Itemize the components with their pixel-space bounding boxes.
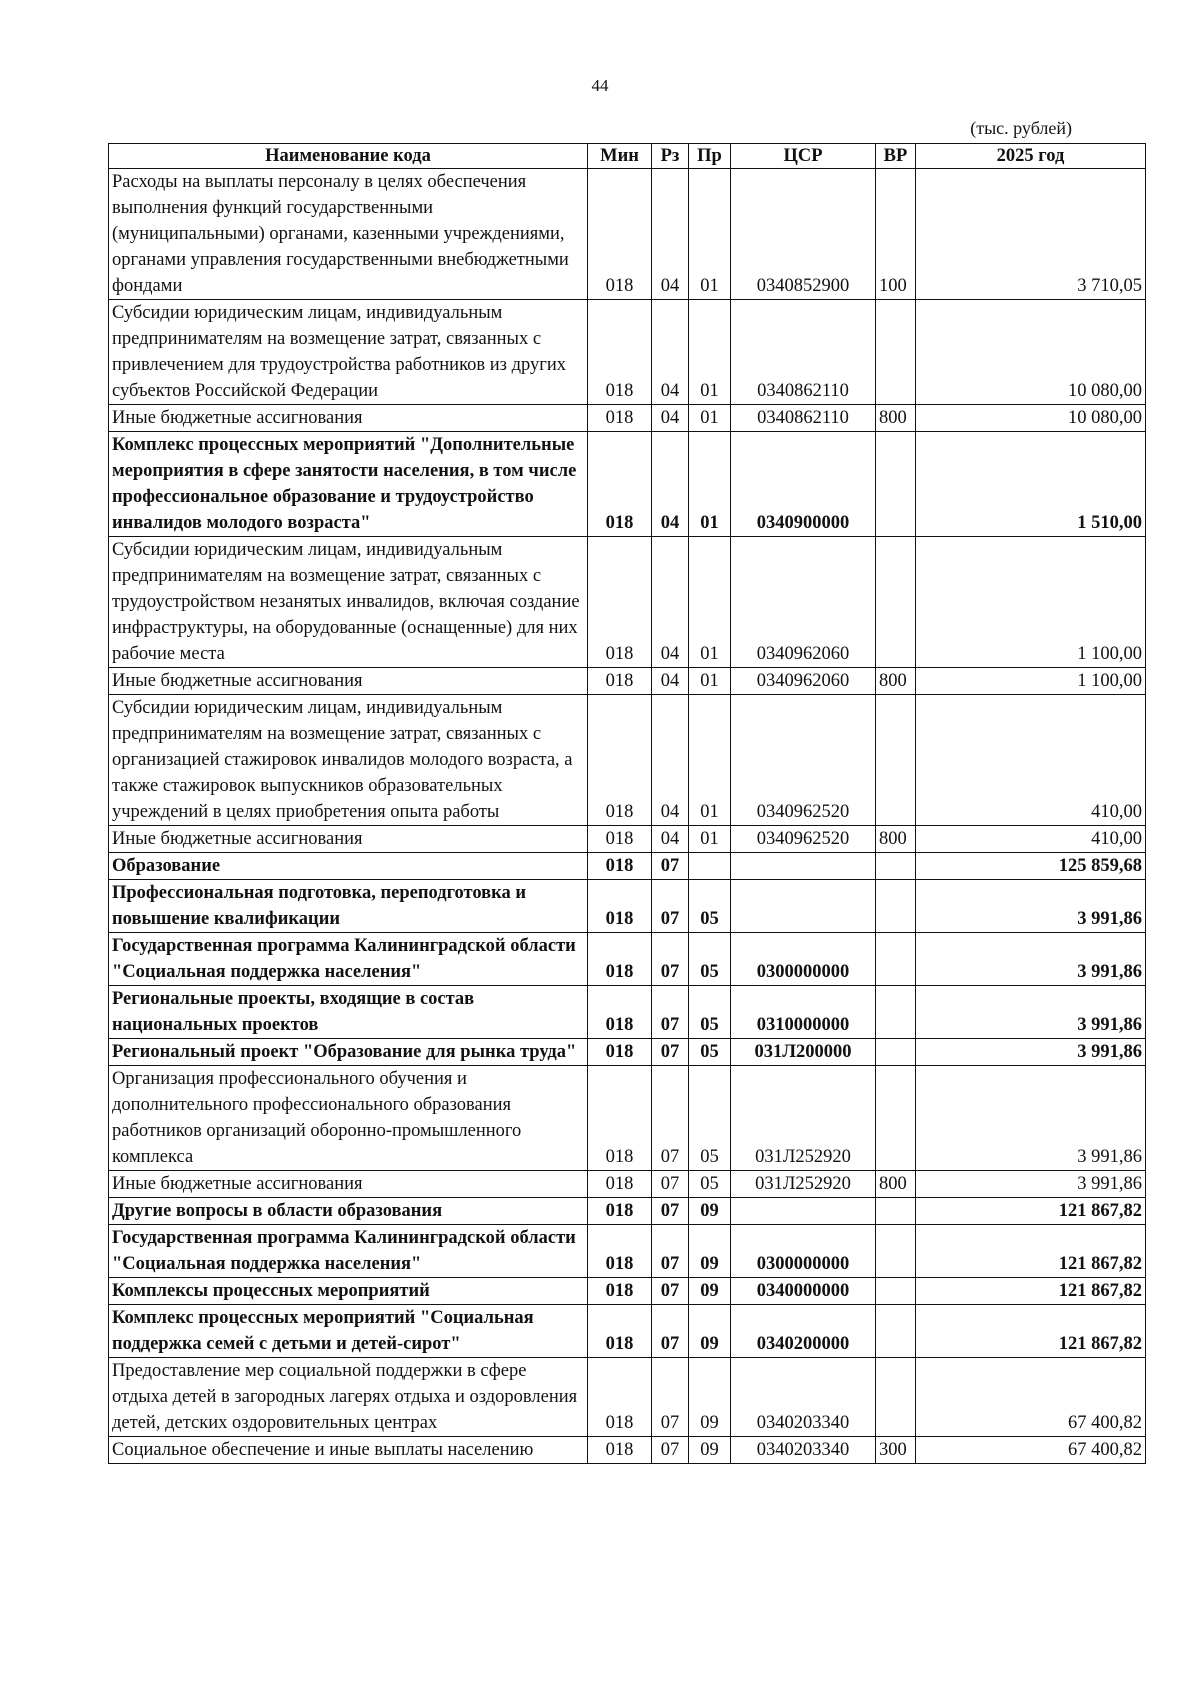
- cell-name: Образование: [109, 853, 588, 880]
- table-row: [109, 1198, 1146, 1225]
- cell-rz: 07: [652, 1278, 689, 1305]
- cell-pr: 01: [689, 169, 731, 300]
- cell-amount: 67 400,82: [916, 1358, 1146, 1437]
- cell-vr: 100: [876, 169, 916, 300]
- cell-amount: 121 867,82: [916, 1278, 1146, 1305]
- cell-min: 018: [588, 1198, 652, 1225]
- cell-name: Профессиональная подготовка, переподготовка и повышение квалификации: [109, 880, 588, 933]
- cell-vr: [876, 853, 916, 880]
- cell-csr: 0340203340: [731, 1358, 876, 1437]
- cell-rz: 07: [652, 1225, 689, 1278]
- cell-min: 018: [588, 853, 652, 880]
- cell-amount: 125 859,68: [916, 853, 1146, 880]
- cell-name: Государственная программа Калининградской области "Социальная поддержка населения": [109, 933, 588, 986]
- cell-name: Государственная программа Калининградской области "Социальная поддержка населения": [109, 1225, 588, 1278]
- cell-csr: 0310000000: [731, 986, 876, 1039]
- cell-rz: 04: [652, 695, 689, 826]
- table-row: [109, 933, 1146, 986]
- cell-rz: 07: [652, 933, 689, 986]
- cell-name: Субсидии юридическим лицам, индивидуальным предпринимателям на возмещение затрат, связанных с привлечением для трудоустройства работников из других субъектов Российской Федерации: [109, 300, 588, 405]
- cell-name: Комплекс процессных мероприятий "Социальная поддержка семей с детьми и детей-сирот": [109, 1305, 588, 1358]
- cell-vr: [876, 432, 916, 537]
- cell-vr: [876, 1225, 916, 1278]
- table-row: [109, 695, 1146, 826]
- cell-csr: 031Л252920: [731, 1171, 876, 1198]
- cell-min: 018: [588, 1278, 652, 1305]
- cell-amount: 10 080,00: [916, 405, 1146, 432]
- cell-csr: [731, 853, 876, 880]
- cell-vr: 800: [876, 826, 916, 853]
- units-label: (тыс. рублей): [970, 118, 1072, 138]
- cell-name: Субсидии юридическим лицам, индивидуальным предпринимателям на возмещение затрат, связанных с трудоустройством незанятых инвалидов, включая создание инфраструктуры, на оборудованные (оснащенные) для них рабочие места: [109, 537, 588, 668]
- cell-pr: 09: [689, 1225, 731, 1278]
- cell-name: Иные бюджетные ассигнования: [109, 668, 588, 695]
- cell-rz: 07: [652, 1066, 689, 1171]
- table-row: [109, 405, 1146, 432]
- cell-rz: 04: [652, 668, 689, 695]
- cell-name: Социальное обеспечение и иные выплаты населению: [109, 1437, 588, 1464]
- cell-min: 018: [588, 432, 652, 537]
- cell-name: Иные бюджетные ассигнования: [109, 405, 588, 432]
- cell-amount: 3 991,86: [916, 1066, 1146, 1171]
- cell-rz: 04: [652, 169, 689, 300]
- cell-min: 018: [588, 1225, 652, 1278]
- header-year: 2025 год: [916, 144, 1146, 169]
- cell-name: Региональный проект "Образование для рынка труда": [109, 1039, 588, 1066]
- header-pr: Пр: [689, 144, 731, 169]
- table-row: [109, 1039, 1146, 1066]
- table-row: [109, 537, 1146, 668]
- cell-min: 018: [588, 826, 652, 853]
- cell-vr: [876, 933, 916, 986]
- table-row: [109, 880, 1146, 933]
- table-row: [109, 169, 1146, 300]
- table-row: [109, 300, 1146, 405]
- cell-pr: 01: [689, 826, 731, 853]
- cell-min: 018: [588, 668, 652, 695]
- table-row: [109, 853, 1146, 880]
- cell-csr: 0300000000: [731, 933, 876, 986]
- cell-amount: 1 100,00: [916, 668, 1146, 695]
- cell-csr: 0340962060: [731, 668, 876, 695]
- cell-rz: 07: [652, 986, 689, 1039]
- cell-csr: 0340962060: [731, 537, 876, 668]
- cell-pr: [689, 853, 731, 880]
- cell-amount: 410,00: [916, 695, 1146, 826]
- cell-amount: 3 991,86: [916, 933, 1146, 986]
- cell-rz: 07: [652, 1305, 689, 1358]
- cell-amount: 121 867,82: [916, 1225, 1146, 1278]
- cell-min: 018: [588, 1171, 652, 1198]
- cell-csr: 0300000000: [731, 1225, 876, 1278]
- cell-name: Предоставление мер социальной поддержки в сфере отдыха детей в загородных лагерях отдыха и оздоровления детей, детских оздоровительных центрах: [109, 1358, 588, 1437]
- cell-min: 018: [588, 300, 652, 405]
- table-row: [109, 1278, 1146, 1305]
- cell-min: 018: [588, 1358, 652, 1437]
- cell-rz: 04: [652, 405, 689, 432]
- cell-pr: 05: [689, 1066, 731, 1171]
- cell-name: Субсидии юридическим лицам, индивидуальным предпринимателям на возмещение затрат, связанных с организацией стажировок инвалидов молодого возраста, а также стажировок выпускников образовательных учреждений в целях приобретения опыта работы: [109, 695, 588, 826]
- cell-vr: 800: [876, 405, 916, 432]
- cell-rz: 04: [652, 300, 689, 405]
- cell-name: Расходы на выплаты персоналу в целях обеспечения выполнения функций государственными (муниципальными) органами, казенными учреждениями, органами управления государственными внебюджетными фондами: [109, 169, 588, 300]
- cell-min: 018: [588, 1066, 652, 1171]
- table-row: [109, 432, 1146, 537]
- cell-csr: 0340962520: [731, 826, 876, 853]
- cell-name: Иные бюджетные ассигнования: [109, 1171, 588, 1198]
- cell-vr: [876, 1039, 916, 1066]
- cell-pr: 05: [689, 1171, 731, 1198]
- header-row: [109, 144, 1146, 169]
- cell-min: 018: [588, 1437, 652, 1464]
- cell-csr: 0340962520: [731, 695, 876, 826]
- cell-vr: 300: [876, 1437, 916, 1464]
- table-row: [109, 1225, 1146, 1278]
- cell-rz: 07: [652, 880, 689, 933]
- table-row: [109, 1358, 1146, 1437]
- cell-pr: 01: [689, 405, 731, 432]
- cell-vr: [876, 1278, 916, 1305]
- cell-name: Иные бюджетные ассигнования: [109, 826, 588, 853]
- cell-pr: 05: [689, 1039, 731, 1066]
- cell-csr: 031Л252920: [731, 1066, 876, 1171]
- cell-vr: [876, 695, 916, 826]
- cell-pr: 09: [689, 1437, 731, 1464]
- cell-vr: [876, 537, 916, 668]
- cell-name: Другие вопросы в области образования: [109, 1198, 588, 1225]
- cell-amount: 1 510,00: [916, 432, 1146, 537]
- cell-csr: 0340900000: [731, 432, 876, 537]
- cell-pr: 01: [689, 432, 731, 537]
- cell-name: Региональные проекты, входящие в состав национальных проектов: [109, 986, 588, 1039]
- cell-pr: 01: [689, 300, 731, 405]
- table-body: [109, 169, 1146, 1464]
- cell-amount: 3 710,05: [916, 169, 1146, 300]
- header-rz: Рз: [652, 144, 689, 169]
- cell-rz: 07: [652, 1198, 689, 1225]
- header-min: Мин: [588, 144, 652, 169]
- cell-rz: 04: [652, 826, 689, 853]
- cell-pr: 01: [689, 537, 731, 668]
- cell-csr: 031Л200000: [731, 1039, 876, 1066]
- cell-vr: 800: [876, 1171, 916, 1198]
- cell-amount: 3 991,86: [916, 986, 1146, 1039]
- cell-pr: 09: [689, 1198, 731, 1225]
- cell-vr: [876, 300, 916, 405]
- cell-csr: 0340203340: [731, 1437, 876, 1464]
- cell-pr: 09: [689, 1278, 731, 1305]
- cell-min: 018: [588, 880, 652, 933]
- cell-rz: 07: [652, 1171, 689, 1198]
- cell-vr: 800: [876, 668, 916, 695]
- table-row: [109, 986, 1146, 1039]
- cell-min: 018: [588, 933, 652, 986]
- table-row: [109, 668, 1146, 695]
- cell-pr: 09: [689, 1358, 731, 1437]
- cell-csr: [731, 880, 876, 933]
- cell-pr: 05: [689, 880, 731, 933]
- cell-amount: 10 080,00: [916, 300, 1146, 405]
- header-vr: ВР: [876, 144, 916, 169]
- cell-rz: 07: [652, 1358, 689, 1437]
- cell-amount: 3 991,86: [916, 1171, 1146, 1198]
- cell-min: 018: [588, 405, 652, 432]
- cell-amount: 3 991,86: [916, 880, 1146, 933]
- cell-pr: 05: [689, 986, 731, 1039]
- cell-amount: 1 100,00: [916, 537, 1146, 668]
- cell-vr: [876, 986, 916, 1039]
- table-row: [109, 1066, 1146, 1171]
- cell-csr: 0340862110: [731, 300, 876, 405]
- cell-rz: 04: [652, 432, 689, 537]
- budget-table: [108, 143, 1146, 1464]
- header-name: Наименование кода: [109, 144, 588, 169]
- table-row: [109, 1305, 1146, 1358]
- header-csr: ЦСР: [731, 144, 876, 169]
- cell-amount: 121 867,82: [916, 1305, 1146, 1358]
- cell-min: 018: [588, 1305, 652, 1358]
- cell-vr: [876, 880, 916, 933]
- cell-csr: 0340200000: [731, 1305, 876, 1358]
- cell-vr: [876, 1066, 916, 1171]
- cell-pr: 05: [689, 933, 731, 986]
- cell-min: 018: [588, 169, 652, 300]
- cell-min: 018: [588, 986, 652, 1039]
- cell-csr: 0340862110: [731, 405, 876, 432]
- page-number: 44: [591, 76, 609, 95]
- table-row: [109, 1171, 1146, 1198]
- cell-name: Комплексы процессных мероприятий: [109, 1278, 588, 1305]
- cell-amount: 121 867,82: [916, 1198, 1146, 1225]
- cell-name: Организация профессионального обучения и дополнительного профессионального образования работников организаций оборонно-промышленного комплекса: [109, 1066, 588, 1171]
- cell-pr: 01: [689, 668, 731, 695]
- cell-min: 018: [588, 537, 652, 668]
- cell-min: 018: [588, 695, 652, 826]
- cell-vr: [876, 1305, 916, 1358]
- cell-rz: 07: [652, 1437, 689, 1464]
- cell-csr: 0340000000: [731, 1278, 876, 1305]
- cell-csr: 0340852900: [731, 169, 876, 300]
- cell-amount: 67 400,82: [916, 1437, 1146, 1464]
- table-row: [109, 826, 1146, 853]
- cell-min: 018: [588, 1039, 652, 1066]
- table-row: [109, 1437, 1146, 1464]
- cell-name: Комплекс процессных мероприятий "Дополнительные мероприятия в сфере занятости населения, в том числе профессиональное образование и трудоустройство инвалидов молодого возраста": [109, 432, 588, 537]
- cell-pr: 09: [689, 1305, 731, 1358]
- cell-amount: 410,00: [916, 826, 1146, 853]
- cell-rz: 04: [652, 537, 689, 668]
- cell-rz: 07: [652, 853, 689, 880]
- cell-vr: [876, 1198, 916, 1225]
- cell-vr: [876, 1358, 916, 1437]
- cell-rz: 07: [652, 1039, 689, 1066]
- cell-pr: 01: [689, 695, 731, 826]
- cell-amount: 3 991,86: [916, 1039, 1146, 1066]
- cell-csr: [731, 1198, 876, 1225]
